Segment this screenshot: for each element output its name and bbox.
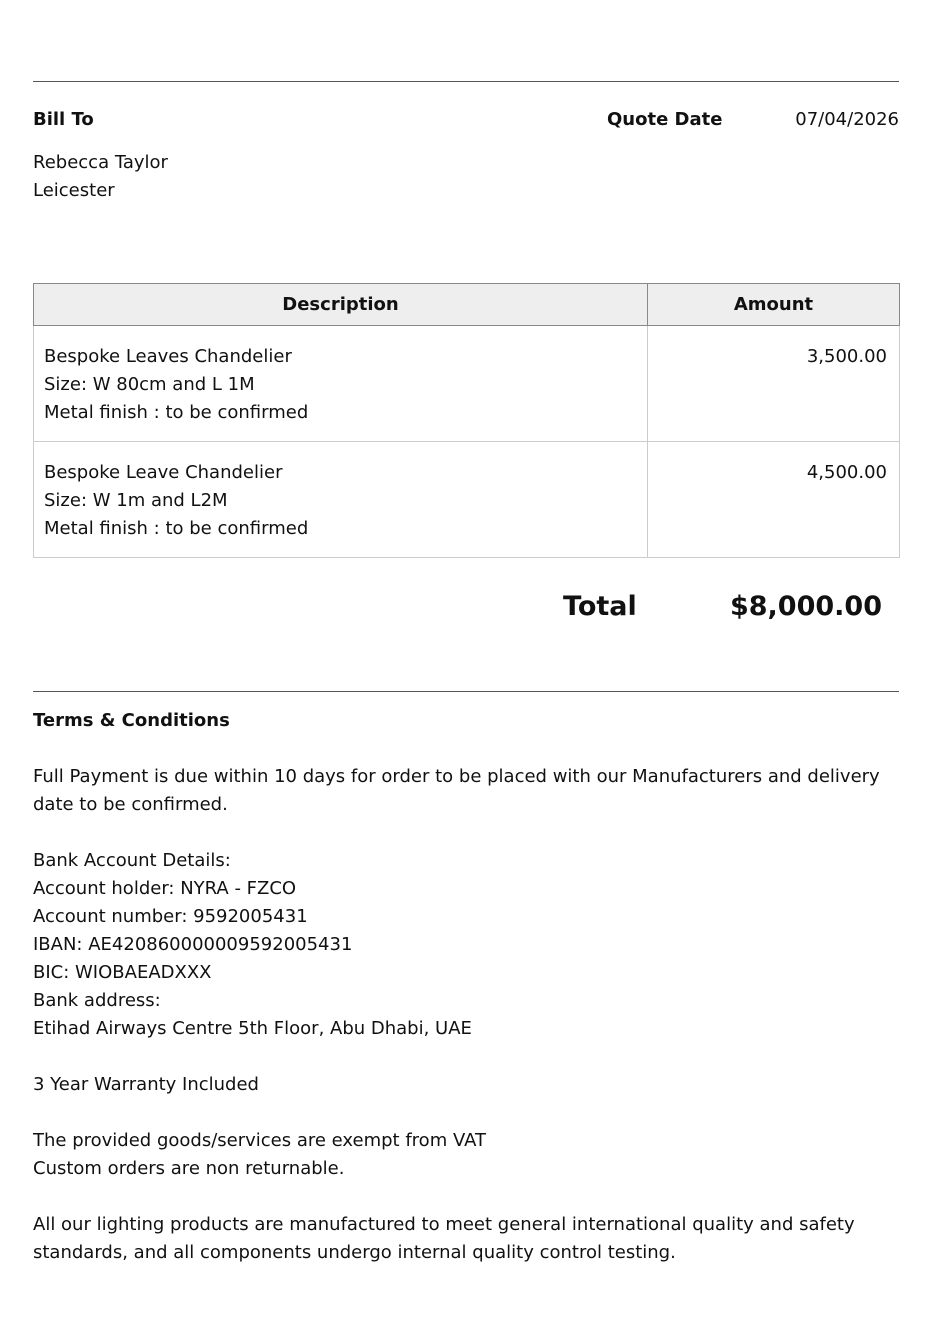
amount-cell	[648, 442, 900, 558]
payment-terms	[33, 763, 880, 819]
payment-line: Full Payment is due within 10 days for order to be placed with our Manufacturers and delivery	[33, 766, 880, 787]
quote-date-value: 07/04/2026	[795, 109, 899, 130]
quality-note	[33, 1211, 855, 1267]
bank-line: Account holder: NYRA - FZCO	[33, 878, 297, 899]
item-name: Bespoke Leave Chandelier	[44, 462, 283, 483]
quality-line: All our lighting products are manufactured to meet general international quality and safety	[33, 1214, 855, 1235]
bank-line: IBAN: AE420860000009592005431	[33, 934, 353, 955]
bank-line: BIC: WIOBAEADXXX	[33, 962, 212, 983]
terms-heading: Terms & Conditions	[33, 710, 230, 731]
description-header: Description	[34, 284, 648, 326]
item-finish: Metal finish : to be confirmed	[44, 402, 309, 423]
item-size: Size: W 1m and L2M	[44, 490, 228, 511]
bank-line: Bank address:	[33, 990, 161, 1011]
amount-cell	[648, 326, 900, 442]
vat-note	[33, 1127, 486, 1183]
table-header-row	[34, 284, 900, 326]
description-cell	[34, 326, 648, 442]
vat-line: The provided goods/services are exempt from VAT	[33, 1130, 487, 1151]
item-name: Bespoke Leaves Chandelier	[44, 346, 292, 367]
quote-date-label: Quote Date	[607, 109, 723, 130]
total-value: $8,000.00	[729, 591, 882, 622]
total-label: Total	[563, 591, 637, 622]
vat-line: Custom orders are non returnable.	[33, 1158, 345, 1179]
top-divider	[33, 81, 899, 82]
bill-to-name: Rebecca Taylor	[33, 152, 168, 173]
line-items-table	[33, 283, 900, 558]
bank-line: Bank Account Details:	[33, 850, 231, 871]
bill-to-city: Leicester	[33, 180, 115, 201]
bill-to-label: Bill To	[33, 109, 94, 130]
bank-details	[33, 847, 472, 1043]
warranty-note	[33, 1071, 259, 1099]
item-finish: Metal finish : to be confirmed	[44, 518, 309, 539]
bank-line: Etihad Airways Centre 5th Floor, Abu Dhabi, UAE	[33, 1018, 472, 1039]
bank-line: Account number: 9592005431	[33, 906, 308, 927]
table-row	[34, 442, 900, 558]
table-row	[34, 326, 900, 442]
item-amount: 4,500.00	[806, 462, 887, 483]
quality-line: standards, and all components undergo internal quality control testing.	[33, 1242, 676, 1263]
item-size: Size: W 80cm and L 1M	[44, 374, 255, 395]
warranty-line: 3 Year Warranty Included	[33, 1074, 259, 1095]
terms-divider	[33, 691, 899, 692]
payment-line: date to be confirmed.	[33, 794, 228, 815]
description-cell	[34, 442, 648, 558]
amount-header: Amount	[648, 284, 900, 326]
item-amount: 3,500.00	[806, 346, 887, 367]
bill-to-address	[33, 149, 168, 205]
